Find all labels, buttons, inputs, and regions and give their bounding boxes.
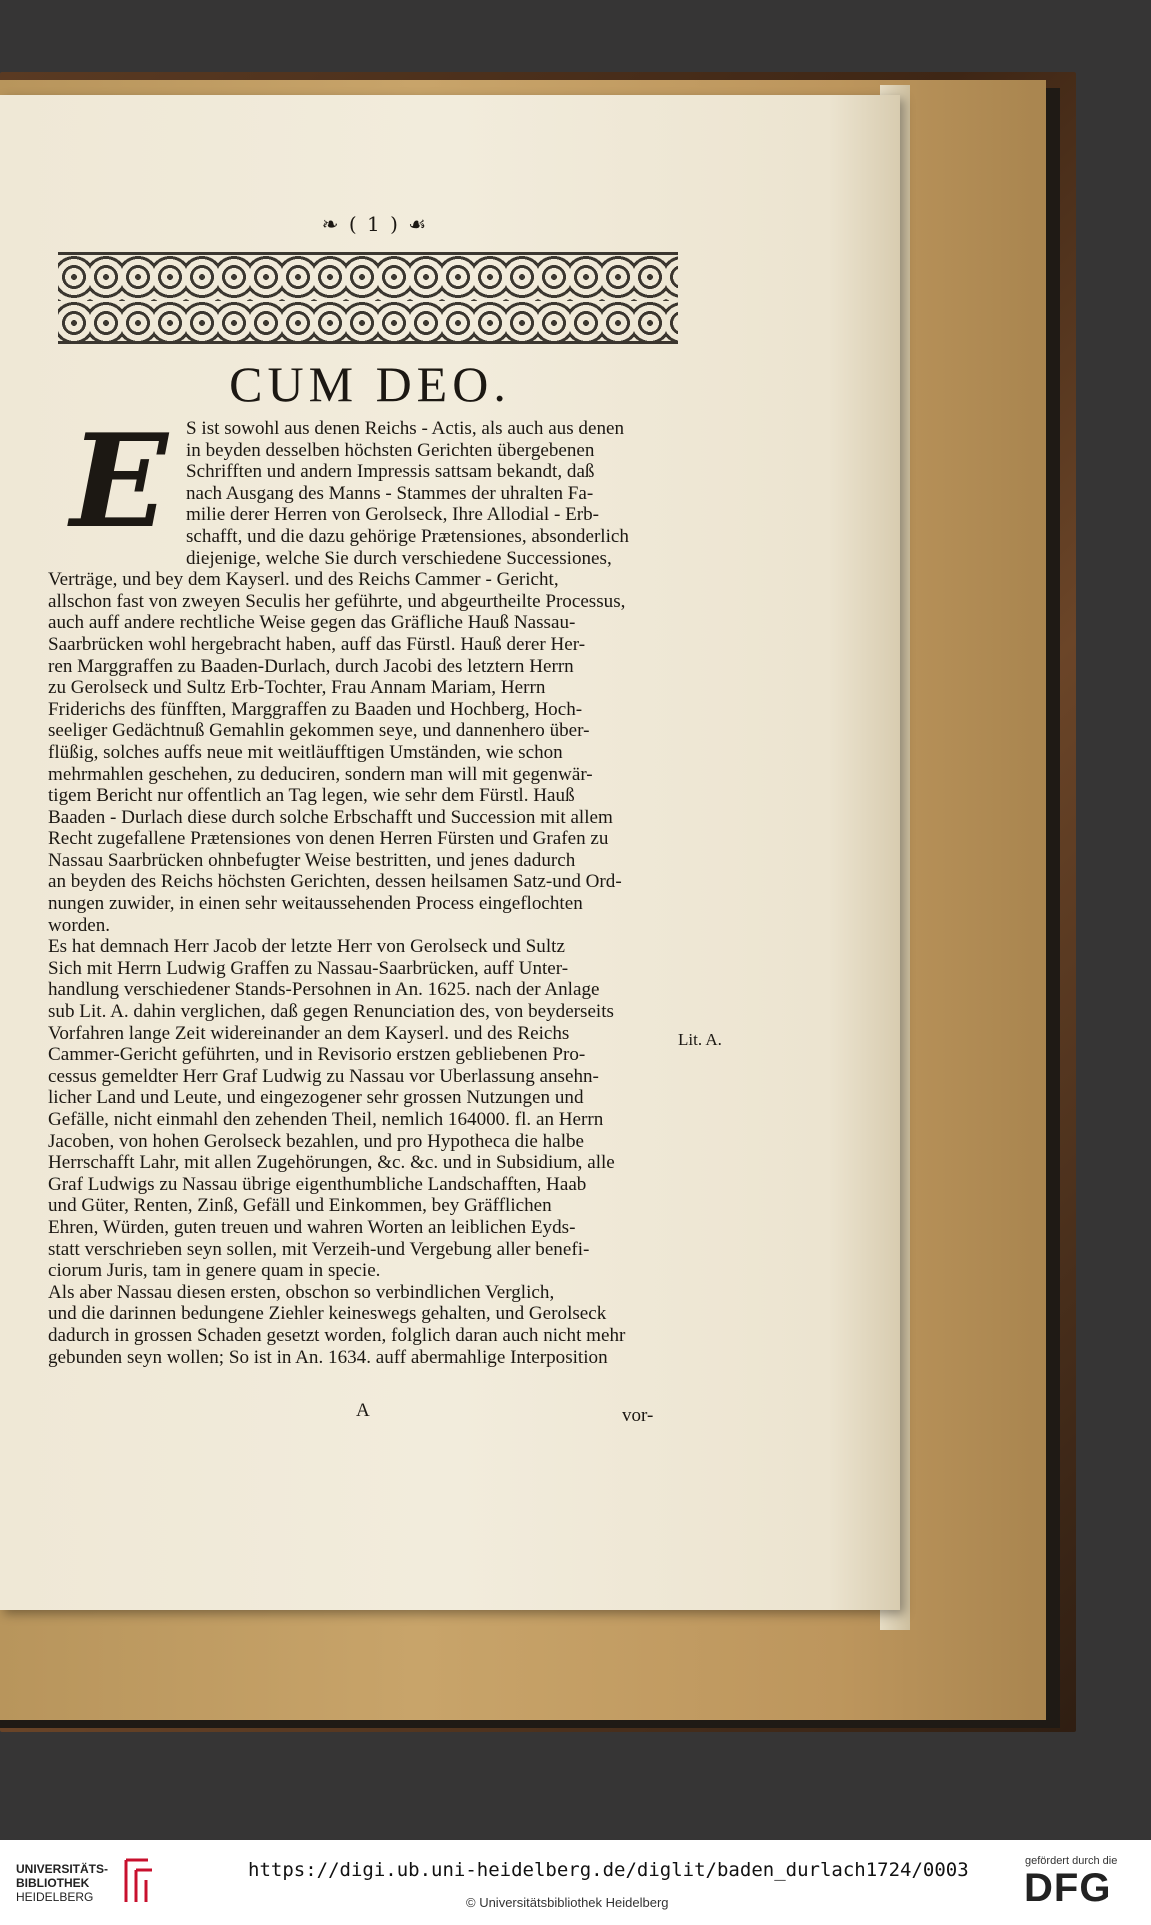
text-line: Baaden - Durlach diese durch solche Erbschafft und Succession mit allem	[48, 806, 613, 828]
permalink-url[interactable]: https://digi.ub.uni-heidelberg.de/diglit/baden_durlach1724/0003	[248, 1859, 969, 1881]
funded-by-label: gefördert durch die	[1025, 1855, 1118, 1867]
text-line: Vorfahren lange Zeit widereinander an dem Kayserl. und des Reichs	[48, 1022, 570, 1044]
text-line: gebunden seyn wollen; So ist in An. 1634. auff abermahlige Interposition	[48, 1346, 608, 1368]
text-line: seeliger Gedächtnuß Gemahlin gekommen seye, und dannenhero über-	[48, 720, 590, 742]
text-line: Recht zugefallene Prætensiones von denen Herren Fürsten und Grafen zu	[48, 828, 609, 850]
library-logo-text[interactable]	[16, 1862, 108, 1904]
text-line: nungen zuwider, in einen sehr weitaussehenden Process eingeflochten	[48, 893, 583, 915]
text-line: cessus gemeldter Herr Graf Ludwig zu Nassau vor Uberlassung ansehn-	[48, 1065, 599, 1087]
text-line: Nassau Saarbrücken ohnbefugter Weise bestritten, und jenes dadurch	[48, 849, 576, 871]
text-line: Graf Ludwigs zu Nassau übrige eigenthumbliche Landschafften, Haab	[48, 1173, 587, 1195]
library-name-line1: UNIVERSITÄTS-	[16, 1862, 109, 1876]
text-line: milie derer Herren von Gerolseck, Ihre Allodial - Erb-	[186, 504, 600, 526]
margin-note: Lit. A.	[678, 1030, 722, 1049]
text-line: mehrmahlen geschehen, zu deduciren, sondern man will mit gegenwär-	[48, 763, 593, 785]
decorated-initial: E	[70, 407, 168, 557]
text-line: statt verschrieben seyn sollen, mit Verzeih-und Vergebung aller benefi-	[48, 1238, 590, 1260]
text-line: flüßig, solches auffs neue mit weitläufftigen Umständen, wie schon	[48, 741, 563, 763]
dfg-logo[interactable]: DFG	[1024, 1866, 1112, 1910]
ornament-band	[58, 252, 678, 344]
text-line: diejenige, welche Sie durch verschiedene Successiones,	[186, 547, 612, 569]
text-line: handlung verschiedener Stands-Persohnen in An. 1625. nach der Anlage	[48, 979, 600, 1001]
text-line: Verträge, und bey dem Kayserl. und des Reichs Cammer - Gericht,	[48, 569, 559, 591]
library-logo-icon[interactable]	[118, 1856, 158, 1906]
text-line: tigem Bericht nur offentlich an Tag legen, wie sehr dem Fürstl. Hauß	[48, 785, 575, 807]
text-line: auch auff andere rechtliche Weise gegen das Gräfliche Hauß Nassau-	[48, 612, 576, 634]
catchword: vor-	[622, 1405, 654, 1426]
text-line: Ehren, Würden, guten treuen und wahren Worten an leiblichen Eyds-	[48, 1216, 576, 1238]
page-number: ❧ ( 1 ) ☙	[321, 212, 429, 236]
text-line: S ist sowohl aus denen Reichs - Actis, als auch aus denen	[186, 418, 625, 439]
text-line: schafft, und die dazu gehörige Prætensiones, absonderlich	[186, 525, 629, 547]
text-line: Als aber Nassau diesen ersten, obschon so verbindlichen Verglich,	[48, 1281, 555, 1303]
text-line: Friderichs des fünfften, Marggraffen zu Baaden und Hochberg, Hoch-	[48, 698, 583, 720]
text-line: und Güter, Renten, Zinß, Gefäll und Einkommen, bey Gräfflichen	[48, 1195, 552, 1217]
copyright-notice: © Universitätsbibliothek Heidelberg	[466, 1895, 669, 1910]
text-line: Sich mit Herrn Ludwig Graffen zu Nassau-Saarbrücken, auff Unter-	[48, 957, 569, 979]
text-line: Herrschafft Lahr, mit allen Zugehörungen, &c. &c. und in Subsidium, alle	[48, 1152, 615, 1174]
text-line: Jacoben, von hohen Gerolseck bezahlen, und pro Hypotheca die halbe	[48, 1130, 585, 1152]
text-line: und die darinnen bedungene Ziehler keineswegs gehalten, und Gerolseck	[48, 1303, 607, 1325]
text-line: ren Marggraffen zu Baaden-Durlach, durch Jacobi des letztern Herrn	[48, 655, 574, 677]
text-line: allschon fast von zweyen Seculis her geführte, und abgeurtheilte Processus,	[48, 590, 626, 612]
text-line: nach Ausgang des Manns - Stammes der uhralten Fa-	[186, 482, 594, 504]
text-line: ciorum Juris, tam in genere quam in specie.	[48, 1260, 381, 1282]
body-text	[48, 418, 672, 1368]
text-line: licher Land und Leute, und eingezogener sehr grossen Nutzungen und	[48, 1087, 584, 1109]
footer-bar	[0, 1840, 1151, 1925]
text-line: an beyden des Reichs höchsten Gerichten, dessen heilsamen Satz-und Ord-	[48, 871, 622, 893]
text-line: in beyden desselben höchsten Gerichten übergebenen	[186, 439, 595, 461]
library-name-line2: BIBLIOTHEK	[16, 1876, 90, 1890]
page-heading: CUM DEO.	[229, 356, 511, 412]
library-name-line3: HEIDELBERG	[16, 1890, 94, 1904]
text-line: Saarbrücken wohl hergebracht haben, auff das Fürstl. Hauß derer Her-	[48, 633, 586, 655]
text-line: Cammer-Gericht geführten, und in Revisorio erstzen gebliebenen Pro-	[48, 1044, 586, 1066]
text-line: Es hat demnach Herr Jacob der letzte Herr von Gerolseck und Sultz	[48, 936, 565, 958]
signature-mark: A	[356, 1400, 370, 1421]
text-line: zu Gerolseck und Sultz Erb-Tochter, Frau Annam Mariam, Herrn	[48, 677, 546, 699]
text-line: worden.	[48, 914, 111, 936]
text-line: dadurch in grossen Schaden gesetzt worden, folglich daran auch nicht mehr	[48, 1324, 626, 1346]
text-line: Gefälle, nicht einmahl den zehenden Theil, nemlich 164000. fl. an Herrn	[48, 1109, 604, 1130]
text-line: sub Lit. A. dahin verglichen, daß gegen Renunciation des, von beyderseits	[48, 1001, 614, 1023]
text-line: Schrifften und andern Impressis sattsam bekandt, daß	[186, 461, 595, 483]
